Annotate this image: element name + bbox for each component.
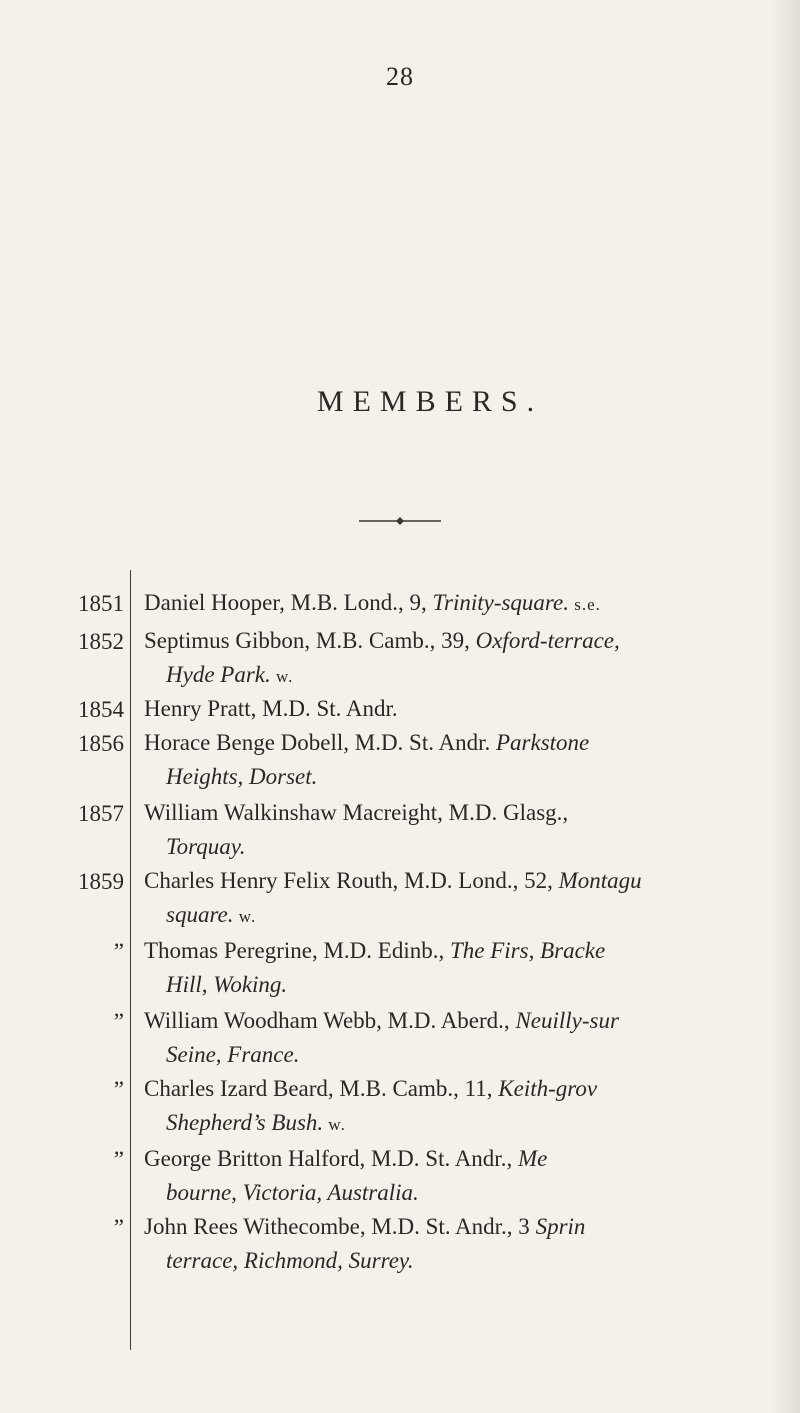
member-address: Seine, France. xyxy=(166,1042,300,1067)
member-address: Hill, Woking. xyxy=(166,972,288,997)
member-entry xyxy=(144,1142,784,1210)
member-address: Montagu xyxy=(558,868,642,893)
postal-district: w. xyxy=(323,1115,346,1134)
ornament-divider xyxy=(355,516,445,526)
member-address: bourne, Victoria, Australia. xyxy=(166,1180,419,1205)
member-entry xyxy=(144,796,784,864)
member-entry xyxy=(144,692,784,726)
member-year: ” xyxy=(113,1077,124,1102)
entry-line xyxy=(144,1210,784,1244)
member-name: William Walkinshaw Macreight, M.D. Glasg., xyxy=(144,800,569,825)
member-address: Me xyxy=(517,1146,548,1171)
entry-line xyxy=(144,1106,784,1142)
postal-district: w. xyxy=(270,667,294,686)
entry-line xyxy=(144,726,784,760)
member-address: The Firs, Bracke xyxy=(449,938,606,963)
member-name: George Britton Halford, M.D. St. Andr., xyxy=(144,1146,518,1171)
member-address: Torquay. xyxy=(166,834,246,859)
entry-line xyxy=(144,692,784,726)
column-rule xyxy=(130,570,131,1350)
member-name: Charles Izard Beard, M.B. Camb., 11, xyxy=(144,1076,499,1101)
entry-line xyxy=(144,968,784,1002)
member-address: Trinity-square. xyxy=(432,590,569,615)
member-year: 1859 xyxy=(78,869,124,894)
member-address: Shepherd’s Bush. xyxy=(166,1110,324,1135)
member-name: Septimus Gibbon, M.B. Camb., 39, xyxy=(144,628,476,653)
entry-line xyxy=(144,1004,784,1038)
member-address: Parkstone xyxy=(495,730,590,755)
member-address: Heights, Dorset. xyxy=(166,764,318,789)
entry-line xyxy=(144,1244,784,1278)
entry-line xyxy=(144,586,784,622)
page-number: 28 xyxy=(386,62,414,91)
member-entry xyxy=(144,864,784,934)
member-entry xyxy=(144,586,784,622)
entry-line xyxy=(144,864,784,898)
entry-line xyxy=(144,830,784,864)
member-address: square. xyxy=(166,902,234,927)
member-name: Charles Henry Felix Routh, M.D. Lond., 52, xyxy=(144,868,559,893)
member-address: terrace, Richmond, Surrey. xyxy=(166,1248,414,1273)
member-year: ” xyxy=(113,1009,124,1034)
member-year: ” xyxy=(113,939,124,964)
member-year: ” xyxy=(113,1147,124,1172)
member-name: Henry Pratt, M.D. St. Andr. xyxy=(144,696,398,721)
page-heading: MEMBERS. xyxy=(316,385,544,418)
page-edge-shadow xyxy=(770,0,800,1413)
entry-line xyxy=(144,1176,784,1210)
member-entry xyxy=(144,1072,784,1142)
member-year: 1851 xyxy=(78,591,124,616)
member-address: Neuilly-sur xyxy=(515,1008,619,1033)
member-entry xyxy=(144,726,784,794)
member-name: Daniel Hooper, M.B. Lond., 9, xyxy=(144,590,433,615)
member-year: ” xyxy=(113,1215,124,1240)
member-name: Thomas Peregrine, M.D. Edinb., xyxy=(144,938,450,963)
entry-line xyxy=(144,898,784,934)
postal-district: s.e. xyxy=(569,595,601,614)
member-year: 1856 xyxy=(78,731,124,756)
member-entry xyxy=(144,624,784,694)
member-name: Horace Benge Dobell, M.D. St. Andr. xyxy=(144,730,496,755)
entry-line xyxy=(144,624,784,658)
member-year: 1857 xyxy=(78,801,124,826)
entry-line xyxy=(144,1072,784,1106)
postal-district: w. xyxy=(233,907,257,926)
member-name: William Woodham Webb, M.D. Aberd., xyxy=(144,1008,516,1033)
member-address: Hyde Park. xyxy=(166,662,271,687)
entry-line xyxy=(144,1038,784,1072)
member-entry xyxy=(144,1210,784,1278)
entry-line xyxy=(144,658,784,694)
member-address: Sprin xyxy=(535,1214,586,1239)
entry-line xyxy=(144,1142,784,1176)
entry-line xyxy=(144,796,784,830)
member-year: 1854 xyxy=(78,697,124,722)
member-address: Keith-grov xyxy=(498,1076,598,1101)
member-entry xyxy=(144,1004,784,1072)
entry-line xyxy=(144,934,784,968)
member-entry xyxy=(144,934,784,1002)
member-address: Oxford-terrace, xyxy=(475,628,620,653)
entry-line xyxy=(144,760,784,794)
member-name: John Rees Withecombe, M.D. St. Andr., 3 xyxy=(144,1214,536,1239)
member-year: 1852 xyxy=(78,629,124,654)
